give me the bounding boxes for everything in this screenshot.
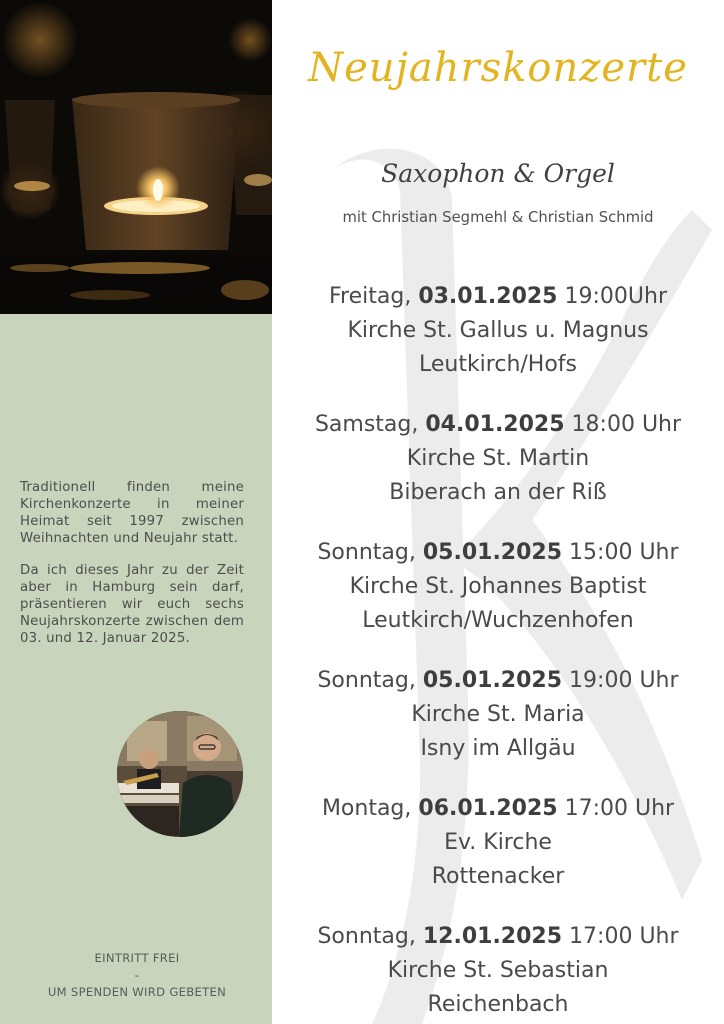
concert-time: 19:00 Uhr	[569, 668, 679, 693]
concert-item	[272, 664, 724, 792]
concert-town: Biberach an der Riß	[389, 480, 607, 505]
concert-date: 06.01.2025	[418, 796, 558, 821]
concert-weekday: Sonntag,	[317, 668, 416, 693]
concert-datetime	[272, 408, 724, 442]
concert-church: Kirche St. Maria	[411, 702, 585, 727]
concert-datetime	[272, 664, 724, 698]
concert-date: 12.01.2025	[422, 924, 563, 949]
donations-request: UM SPENDEN WIRD GEBETEN	[47, 985, 227, 999]
concert-item	[272, 792, 724, 920]
concert-datetime	[272, 280, 724, 314]
concert-item	[272, 408, 724, 536]
intro-text	[20, 479, 244, 662]
concert-weekday: Sonntag,	[317, 924, 416, 949]
concert-item	[272, 280, 724, 408]
concert-date: 05.01.2025	[422, 668, 563, 693]
admission-separator: -	[134, 968, 140, 982]
concert-town: Leutkirch/Wuchzenhofen	[362, 608, 634, 633]
concert-town: Rottenacker	[431, 864, 565, 889]
concert-date: 03.01.2025	[418, 284, 558, 309]
intro-paragraph-1: Traditionell finden meine Kirchenkonzerte in meiner Heimat seit 1997 zwischen Weihnachten und Neujahr statt.	[20, 480, 244, 546]
intro-paragraph-2: Da ich dieses Jahr zu der Zeit aber in Hamburg sein darf, präsentieren wir euch sechs Neujahrskonzerte zwischen dem 03. und 12. Januar 2025.	[20, 563, 244, 646]
musicians-image	[117, 711, 243, 837]
concert-weekday: Freitag,	[328, 284, 412, 309]
concert-weekday: Sonntag,	[317, 540, 416, 565]
page-title: Neujahrskonzerte	[308, 45, 688, 91]
admission-free: EINTRITT FREI	[94, 951, 180, 965]
concert-time: 19:00Uhr	[564, 284, 667, 309]
main-content	[272, 0, 724, 1024]
concert-town: Reichenbach	[427, 992, 569, 1017]
candle-image	[0, 0, 272, 314]
concert-date: 05.01.2025	[422, 540, 563, 565]
musicians-photo	[117, 711, 243, 837]
subtitle: Saxophon & Orgel	[381, 159, 615, 188]
concert-datetime	[272, 920, 724, 954]
concert-church: Kirche St. Gallus u. Magnus	[347, 318, 649, 343]
concert-time: 18:00 Uhr	[571, 412, 682, 437]
concert-datetime	[272, 792, 724, 826]
concert-item	[272, 920, 724, 1024]
concert-list	[272, 280, 724, 1024]
concert-church: Kirche St. Sebastian	[387, 958, 609, 983]
concert-town: Leutkirch/Hofs	[418, 352, 578, 377]
concert-time: 17:00 Uhr	[564, 796, 675, 821]
concert-church: Ev. Kirche	[444, 830, 552, 855]
concert-weekday: Montag,	[321, 796, 412, 821]
concert-church: Kirche St. Martin	[406, 446, 590, 471]
candle-photo	[0, 0, 272, 314]
performers: mit Christian Segmehl & Christian Schmid	[342, 209, 654, 226]
concert-town: Isny im Allgäu	[420, 736, 576, 761]
concert-date: 04.01.2025	[425, 412, 565, 437]
concert-datetime	[272, 536, 724, 570]
concert-weekday: Samstag,	[314, 412, 419, 437]
sidebar	[0, 0, 272, 1024]
concert-time: 15:00 Uhr	[569, 540, 679, 565]
concert-time: 17:00 Uhr	[569, 924, 679, 949]
concert-item	[272, 536, 724, 664]
concert-church: Kirche St. Johannes Baptist	[349, 574, 647, 599]
admission-note	[20, 950, 254, 1001]
